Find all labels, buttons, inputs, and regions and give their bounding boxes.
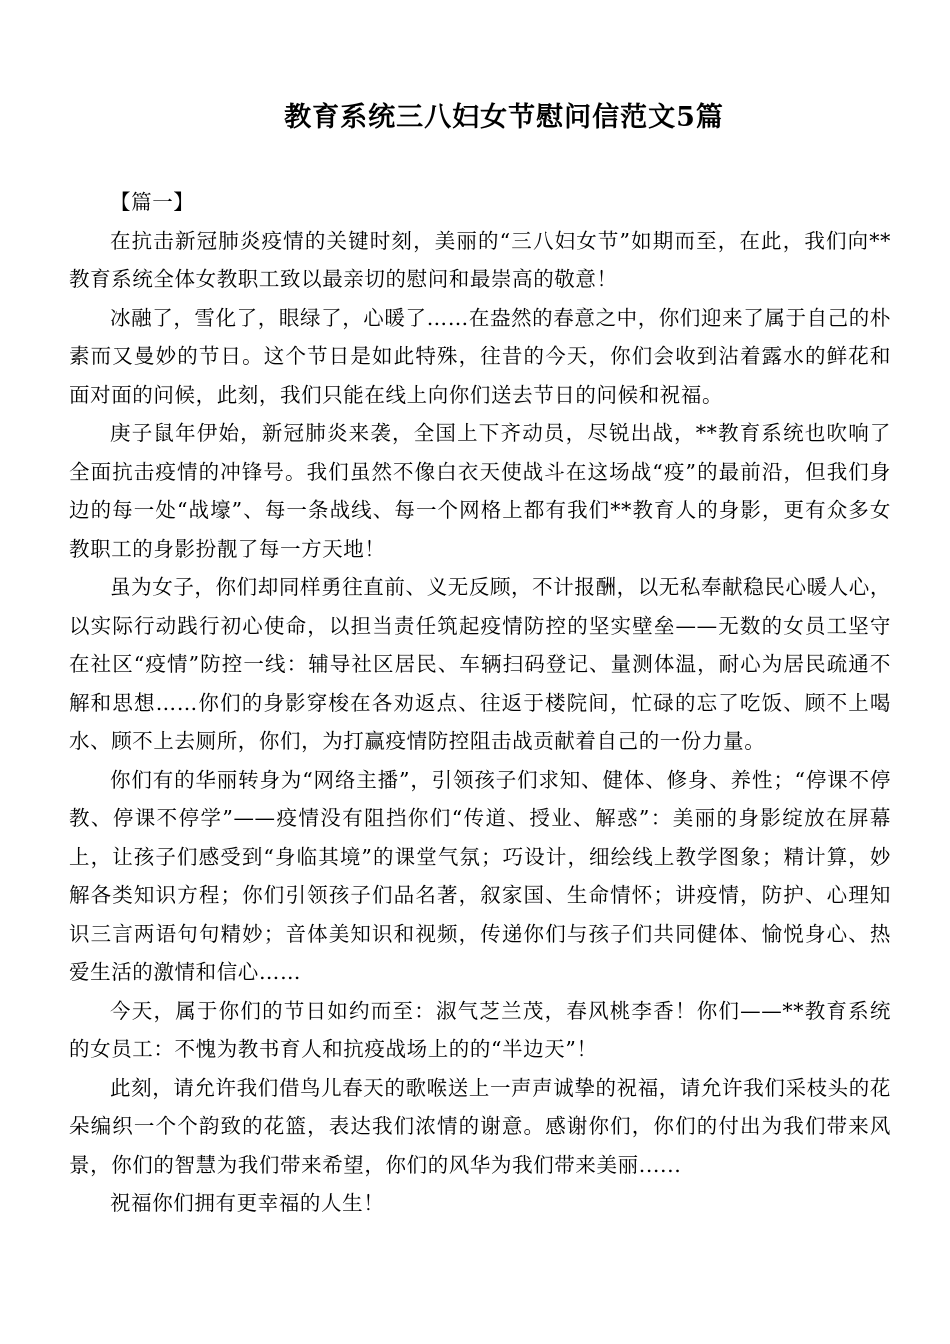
document-body xyxy=(69,183,891,1223)
paragraph-2: 冰融了，雪化了，眼绿了，心暖了……在盎然的春意之中，你们迎来了属于自己的朴素而又曼妙的节日。这个节日是如此特殊，往昔的今天，你们会收到沾着露水的鲜花和面对面的问候，此刻，我们只能在线上向你们送去节日的问候和祝福。 xyxy=(69,305,891,407)
paragraph-8: 祝福你们拥有更幸福的人生！ xyxy=(110,1191,385,1215)
paragraph-1: 在抗击新冠肺炎疫情的关键时刻，美丽的“三八妇女节”如期而至，在此，我们向**教育系统全体女教职工致以最亲切的慰问和最崇高的敬意！ xyxy=(69,228,891,291)
paragraph-7: 此刻，请允许我们借鸟儿春天的歌喉送上一声声诚挚的祝福，请允许我们采枝头的花朵编织一个个韵致的花篮，表达我们浓情的谢意。感谢你们，你们的付出为我们带来风景，你们的智慧为我们带来希望，你们的风华为我们带来美丽...... xyxy=(69,1075,891,1177)
paragraph-6: 今天，属于你们的节日如约而至：淑气芝兰茂，春风桃李香！你们——**教育系统的女员工：不愧为教书育人和抗疫战场上的的“半边天”！ xyxy=(69,998,891,1061)
paragraph-5: 你们有的华丽转身为“网络主播”，引领孩子们求知、健体、修身、养性；“停课不停教、停课不停学”——疫情没有阻挡你们“传道、授业、解惑”：美丽的身影绽放在屏幕上，让孩子们感受到“身临其境”的课堂气氛；巧设计，细绘线上教学图象；精计算，妙解各类知识方程；你们引领孩子们品名著，叙家国、生命情怀；讲疫情，防护、心理知识三言两语句句精妙；音体美知识和视频，传递你们与孩子们共同健体、愉悦身心、热爱生活的激情和信心…… xyxy=(69,767,891,984)
paragraph-3: 庚子鼠年伊始，新冠肺炎来袭，全国上下齐动员，尽锐出战，**教育系统也吹响了全面抗击疫情的冲锋号。我们虽然不像白衣天使战斗在这场战“疫”的最前沿，但我们身边的每一处“战壕”、每一条战线、每一个网格上都有我们**教育人的身影，更有众多女教职工的身影扮靓了每一方天地！ xyxy=(69,421,891,561)
paragraph-4: 虽为女子，你们却同样勇往直前、义无反顾，不计报酬，以无私奉献稳民心暖人心，以实际行动践行初心使命，以担当责任筑起疫情防控的坚实壁垒——无数的女员工坚守在社区“疫情”防控一线：辅导社区居民、车辆扫码登记、量测体温，耐心为居民疏通不解和思想……你们的身影穿梭在各劝返点、往返于楼院间，忙碌的忘了吃饭、顾不上喝水、顾不上去厕所，你们，为打赢疫情防控阻击战贡献着自己的一份力量。 xyxy=(69,575,891,753)
document-title: 教育系统三八妇女节慰问信范文5篇 xyxy=(284,102,724,133)
section-heading: 【篇一】 xyxy=(110,190,195,214)
